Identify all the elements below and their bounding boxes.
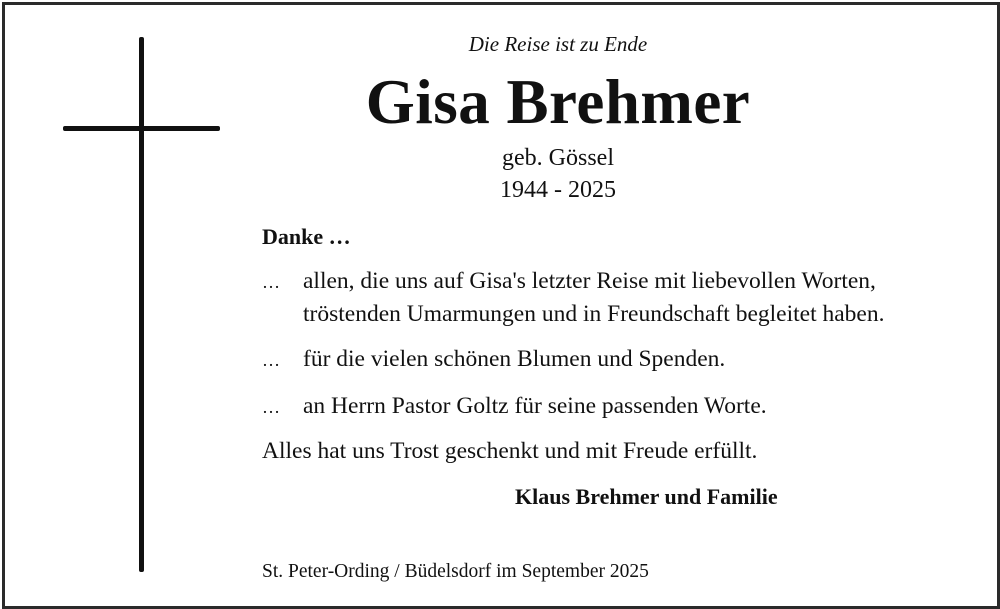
birth-name: geb. Gössel [502, 145, 614, 171]
item-marker: … [262, 272, 281, 292]
thanks-item-3-line-1: an Herrn Pastor Goltz für seine passenden Worte. [303, 393, 767, 419]
cross-vertical-bar [139, 37, 144, 572]
thanks-heading: Danke … [262, 224, 351, 249]
thanks-item-2 [303, 343, 725, 376]
item-marker: … [262, 397, 281, 417]
thanks-item-1-line-2: tröstenden Umarmungen und in Freundschaft begleitet haben. [303, 301, 885, 327]
thanks-item-3 [303, 390, 767, 423]
thanks-item-1 [303, 265, 884, 331]
life-years: 1944 - 2025 [500, 177, 616, 203]
signature: Klaus Brehmer und Familie [515, 484, 778, 509]
intro-line: Die Reise ist zu Ende [468, 32, 648, 56]
item-marker: … [262, 350, 281, 370]
thanks-item-1-line-1: allen, die uns auf Gisa's letzter Reise mit liebevollen Worten, [303, 268, 876, 294]
deceased-name: Gisa Brehmer [365, 67, 751, 137]
thanks-item-2-line-1: für die vielen schönen Blumen und Spenden. [303, 346, 726, 372]
closing-sentence: Alles hat uns Trost geschenkt und mit Freude erfüllt. [262, 438, 758, 464]
cross-horizontal-bar [63, 126, 220, 131]
place-date: St. Peter-Ording / Büdelsdorf im September 2025 [262, 561, 649, 582]
